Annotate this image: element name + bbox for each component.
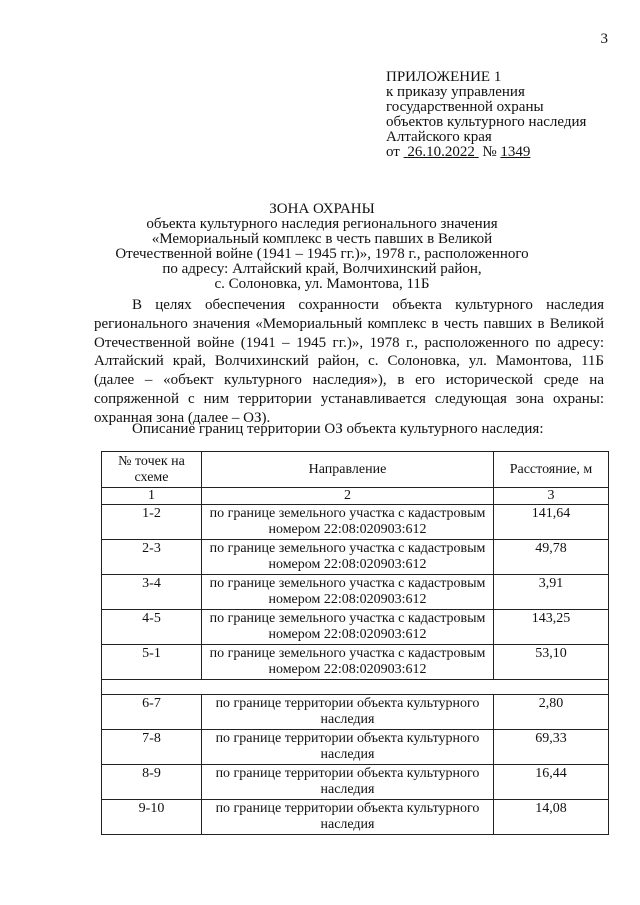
table-description: Описание границ территории ОЗ объекта культурного наследия: <box>132 421 544 437</box>
row-distance: 49,78 <box>494 540 609 575</box>
title-line: «Мемориальный комплекс в честь павших в Великой <box>151 231 493 247</box>
row-distance: 14,08 <box>494 800 609 835</box>
row-points: 6-7 <box>102 695 202 730</box>
title-heading: ЗОНА ОХРАНЫ <box>269 201 375 217</box>
table-row <box>102 610 609 645</box>
title-line: с. Солоновка, ул. Мамонтова, 11Б <box>214 276 430 292</box>
document-title <box>102 202 542 292</box>
row-direction: по границе земельного участка с кадастровым номером 22:08:020903:612 <box>202 540 494 575</box>
row-distance: 53,10 <box>494 645 609 680</box>
table-row <box>102 505 609 540</box>
appendix-line: Алтайского края <box>386 129 492 145</box>
title-line: объекта культурного наследия регионального значения <box>146 216 498 232</box>
paragraph-text: В целях обеспечения сохранности объекта культурного наследия регионального значения «Мемориальный комплекс в честь павших в Великой Отечественной войне (1941 – 1945 гг.)», 1978 г., расположенного по адресу: Алтайский край, Волчихинский район, с. Солоновка, ул. Мамонтова, 11Б (далее – «объект культурного наследия»), в его исторической среде на сопряженной с ним территории устанавливается следующая зона охраны: охранная зона (далее – ОЗ). <box>94 297 604 426</box>
table-row <box>102 765 609 800</box>
number-prefix: № <box>482 144 497 160</box>
table-row <box>102 575 609 610</box>
title-line: по адресу: Алтайский край, Волчихинский район, <box>162 261 482 277</box>
table-row <box>102 730 609 765</box>
header-distance: Расстояние, м <box>494 452 609 488</box>
header-direction: Направление <box>202 452 494 488</box>
row-points: 9-10 <box>102 800 202 835</box>
row-direction: по границе территории объекта культурного наследия <box>202 695 494 730</box>
table-row <box>102 540 609 575</box>
row-points: 3-4 <box>102 575 202 610</box>
appendix-block <box>386 70 606 160</box>
separator-cell <box>102 680 609 695</box>
title-line: Отечественной войне (1941 – 1945 гг.)», 1978 г., расположенного <box>115 246 529 262</box>
column-number: 3 <box>494 488 609 505</box>
header-points: № точек на схеме <box>102 452 202 488</box>
row-distance: 143,25 <box>494 610 609 645</box>
row-direction: по границе территории объекта культурного наследия <box>202 800 494 835</box>
order-date: 26.10.2022 <box>407 144 475 160</box>
row-direction: по границе территории объекта культурного наследия <box>202 765 494 800</box>
appendix-line: объектов культурного наследия <box>386 114 587 130</box>
row-direction: по границе земельного участка с кадастровым номером 22:08:020903:612 <box>202 575 494 610</box>
page-number: 3 <box>600 31 608 47</box>
table-row <box>102 695 609 730</box>
table-row <box>102 645 609 680</box>
table-row <box>102 800 609 835</box>
row-distance: 2,80 <box>494 695 609 730</box>
body-paragraph <box>94 296 604 428</box>
row-points: 8-9 <box>102 765 202 800</box>
column-number: 2 <box>202 488 494 505</box>
column-number: 1 <box>102 488 202 505</box>
row-points: 5-1 <box>102 645 202 680</box>
appendix-line: государственной охраны <box>386 99 544 115</box>
row-points: 2-3 <box>102 540 202 575</box>
row-distance: 69,33 <box>494 730 609 765</box>
row-direction: по границе земельного участка с кадастровым номером 22:08:020903:612 <box>202 505 494 540</box>
table-header-row <box>102 452 609 488</box>
row-direction: по границе земельного участка с кадастровым номером 22:08:020903:612 <box>202 610 494 645</box>
row-points: 1-2 <box>102 505 202 540</box>
date-prefix: от <box>386 144 400 160</box>
row-direction: по границе земельного участка с кадастровым номером 22:08:020903:612 <box>202 645 494 680</box>
row-distance: 141,64 <box>494 505 609 540</box>
row-points: 7-8 <box>102 730 202 765</box>
boundary-table <box>101 451 608 835</box>
appendix-date-line <box>386 145 606 160</box>
appendix-line: к приказу управления <box>386 84 525 100</box>
row-direction: по границе территории объекта культурного наследия <box>202 730 494 765</box>
table-separator-row <box>102 680 609 695</box>
row-distance: 16,44 <box>494 765 609 800</box>
column-number-row <box>102 488 609 505</box>
row-points: 4-5 <box>102 610 202 645</box>
row-distance: 3,91 <box>494 575 609 610</box>
order-number: 1349 <box>500 144 531 160</box>
appendix-line: ПРИЛОЖЕНИЕ 1 <box>386 69 502 85</box>
